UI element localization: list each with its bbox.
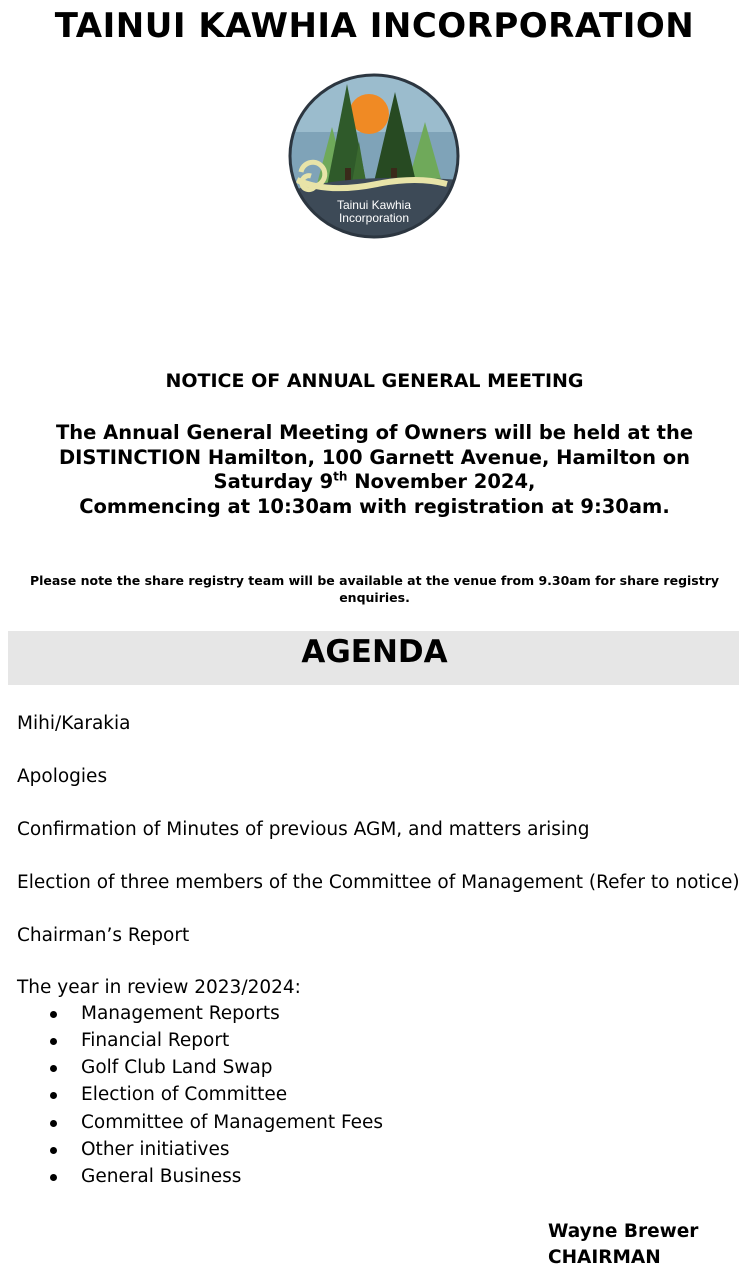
tainui-kawhia-logo	[287, 72, 461, 240]
meeting-line-4: Commencing at 10:30am with registration at 9:30am.	[79, 494, 670, 518]
list-item: Election of Committee	[0, 1084, 749, 1111]
meeting-line-2: DISTINCTION Hamilton, 100 Garnett Avenue, Hamilton on	[58, 445, 691, 469]
share-registry-note: Please note the share registry team will be available at the venue from 9.30am for share registry enquiries.	[29, 573, 720, 605]
logo-text-line1: Tainui Kawhia	[336, 198, 412, 212]
list-item: Management Reports	[0, 1003, 749, 1030]
meeting-line-1: The Annual General Meeting of Owners will be held at the	[55, 421, 694, 444]
meeting-date-suffix: th	[333, 469, 348, 484]
bullet-icon	[50, 1120, 57, 1127]
meeting-date-pre: Saturday 9	[213, 470, 334, 493]
meeting-line-3	[20, 470, 729, 495]
notice-title: NOTICE OF ANNUAL GENERAL MEETING	[165, 370, 584, 392]
signatory-title: CHAIRMAN	[548, 1247, 661, 1268]
bullet-icon	[50, 1011, 57, 1018]
agenda-item-apologies: Apologies	[17, 766, 108, 787]
agenda-item-minutes: Confirmation of Minutes of previous AGM, and matters arising	[17, 819, 590, 840]
list-item: Committee of Management Fees	[0, 1112, 749, 1139]
signatory-name: Wayne Brewer	[548, 1221, 699, 1242]
bullet-icon	[50, 1065, 57, 1072]
agenda-item-year-in-review: The year in review 2023/2024:	[17, 977, 301, 998]
agenda-item-mihi: Mihi/Karakia	[17, 713, 131, 734]
bullet-icon	[50, 1092, 57, 1099]
agenda-item-chairmans-report: Chairman’s Report	[17, 925, 190, 946]
list-item: General Business	[0, 1166, 749, 1193]
bullet-icon	[50, 1174, 57, 1181]
meeting-details	[20, 421, 729, 519]
agenda-heading: AGENDA	[301, 634, 448, 670]
meeting-date-post: November 2024,	[347, 470, 536, 493]
logo-text-line2: Incorporation	[338, 211, 410, 225]
list-item: Financial Report	[0, 1030, 749, 1057]
list-item: Golf Club Land Swap	[0, 1057, 749, 1084]
bullet-icon	[50, 1038, 57, 1045]
list-item: Other initiatives	[0, 1139, 749, 1166]
bullet-icon	[50, 1147, 57, 1154]
agenda-item-election: Election of three members of the Committee of Management (Refer to notice)	[17, 872, 740, 893]
organization-title: TAINUI KAWHIA INCORPORATION	[54, 6, 695, 46]
